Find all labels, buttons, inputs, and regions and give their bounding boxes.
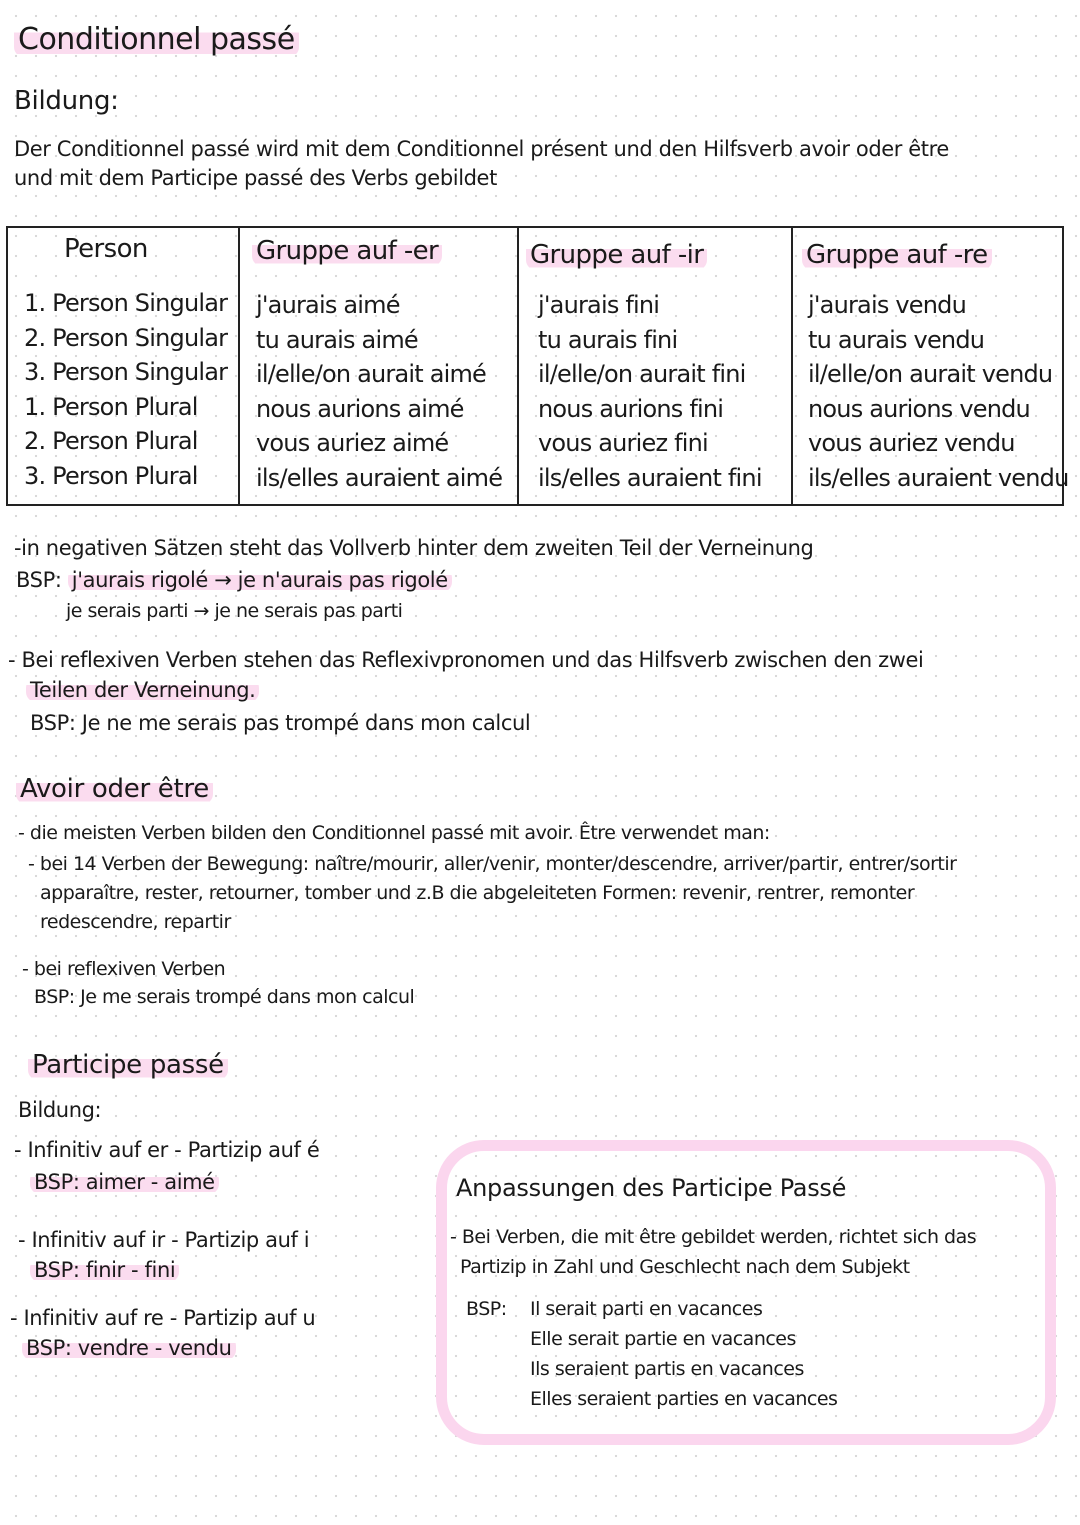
column-header: Person: [64, 234, 148, 264]
table-cell: 1. Person Singular: [24, 289, 228, 317]
table-cell: ils/elles auraient aimé: [256, 463, 503, 492]
anpassung-line-2: Partizip in Zahl und Geschlecht nach dem Subjekt: [460, 1256, 910, 1278]
table-cell: j'aurais vendu: [808, 291, 966, 319]
table-cell: tu aurais aimé: [256, 325, 418, 354]
table-cell: tu aurais fini: [538, 325, 678, 354]
table-cell: vous auriez fini: [538, 429, 708, 457]
participe-ir-example: [30, 1258, 179, 1282]
table-cell: nous aurions fini: [538, 394, 724, 423]
table-cell: 2. Person Plural: [24, 427, 198, 455]
participe-er-rule: - Infinitiv auf er - Partizip auf é: [14, 1138, 320, 1162]
table-cell: nous aurions aimé: [256, 394, 464, 423]
table-divider: [238, 228, 240, 504]
column-header-text: Gruppe auf -ir: [526, 240, 707, 270]
avoir-etre-line-3: apparaître, rester, retourner, tomber und z.B die abgeleiteten Formen: revenir, rentrer, remonter: [40, 882, 915, 904]
reflexive-rule-line-1: - Bei reflexiven Verben stehen das Reflexivpronomen und das Hilfsverb zwischen den zwei: [8, 648, 924, 672]
participe-heading: [28, 1050, 228, 1080]
participe-re-rule: - Infinitiv auf re - Partizip auf u: [10, 1306, 316, 1330]
participe-er-example: [30, 1170, 219, 1194]
table-cell: 3. Person Plural: [24, 461, 198, 490]
avoir-etre-heading-text: Avoir oder être: [16, 774, 213, 804]
bildung-heading: Bildung:: [14, 86, 119, 116]
avoir-etre-line-4: redescendre, repartir: [40, 911, 231, 933]
table-divider: [517, 228, 519, 504]
bildung-text-line-1: Der Conditionnel passé wird mit dem Conditionnel présent und den Hilfsverb avoir oder être: [14, 137, 949, 161]
avoir-etre-line-5: - bei reflexiven Verben: [22, 958, 226, 980]
column-header-text: Gruppe auf -re: [802, 240, 992, 270]
table-cell: j'aurais fini: [538, 291, 660, 319]
table-divider: [791, 228, 793, 504]
conjugation-table: [6, 226, 1069, 506]
anpassung-line-1: - Bei Verben, die mit être gebildet werden, richtet sich das: [450, 1226, 977, 1248]
table-cell: ils/elles auraient fini: [538, 463, 762, 492]
reflexive-rule-line-2-text: Teilen der Verneinung.: [26, 678, 259, 702]
table-cell: nous aurions vendu: [808, 394, 1030, 423]
participe-heading-text: Participe passé: [28, 1050, 228, 1080]
reflexive-rule-line-2: [26, 678, 259, 702]
participe-ir-example-text: BSP: finir - fini: [30, 1258, 179, 1282]
participe-re-example: [22, 1336, 236, 1360]
column-header: [526, 240, 707, 270]
page-title-text: Conditionnel passé: [14, 22, 299, 57]
page-title: [14, 22, 299, 57]
table-cell: il/elle/on aurait aimé: [256, 360, 487, 388]
avoir-etre-line-2: - bei 14 Verben der Bewegung: naître/mourir, aller/venir, monter/descendre, arriver/partir, entrer/sortir: [28, 853, 957, 875]
table-cell: tu aurais vendu: [808, 325, 985, 354]
anpassung-example: Ils seraient partis en vacances: [530, 1358, 804, 1380]
table-cell: ils/elles auraient vendu: [808, 463, 1069, 492]
participe-re-example-text: BSP: vendre - vendu: [22, 1336, 236, 1360]
table-cell: 2. Person Singular: [24, 323, 228, 352]
avoir-etre-heading: [16, 774, 213, 804]
anpassung-bsp-label: BSP:: [466, 1298, 507, 1320]
anpassung-example: Elles seraient parties en vacances: [530, 1388, 838, 1410]
table-cell: il/elle/on aurait fini: [538, 360, 746, 388]
table-cell: vous auriez aimé: [256, 429, 449, 457]
column-header-text: Gruppe auf -er: [252, 236, 442, 266]
bildung-text-line-2: und mit dem Participe passé des Verbs gebildet: [14, 166, 497, 190]
table-cell: il/elle/on aurait vendu: [808, 360, 1053, 388]
anpassung-example: Elle serait partie en vacances: [530, 1328, 796, 1350]
table-cell: 1. Person Plural: [24, 392, 198, 421]
negation-rule: -in negativen Sätzen steht das Vollverb hinter dem zweiten Teil der Verneinung: [14, 536, 814, 560]
reflexive-example: BSP: Je ne me serais pas trompé dans mon calcul: [30, 711, 531, 735]
table-cell: j'aurais aimé: [256, 291, 400, 319]
avoir-etre-line-1: - die meisten Verben bilden den Conditionnel passé mit avoir. Être verwendet man:: [18, 822, 770, 844]
negation-example-1: [16, 568, 452, 592]
participe-er-example-text: BSP: aimer - aimé: [30, 1170, 219, 1194]
column-header: [252, 236, 442, 266]
avoir-etre-example: BSP: Je me serais trompé dans mon calcul: [34, 986, 415, 1008]
anpassung-example: Il serait parti en vacances: [530, 1298, 763, 1320]
column-header: [802, 240, 992, 270]
example-label: BSP:: [16, 568, 62, 592]
example-text: j'aurais rigolé → je n'aurais pas rigolé: [68, 568, 452, 592]
participe-bildung-heading: Bildung:: [18, 1098, 102, 1122]
negation-example-2: je serais parti → je ne serais pas parti: [66, 600, 403, 622]
participe-ir-rule: - Infinitiv auf ir - Partizip auf i: [18, 1228, 310, 1252]
anpassung-title: Anpassungen des Participe Passé: [456, 1174, 847, 1202]
table-cell: 3. Person Singular: [24, 358, 228, 386]
table-cell: vous auriez vendu: [808, 429, 1015, 457]
